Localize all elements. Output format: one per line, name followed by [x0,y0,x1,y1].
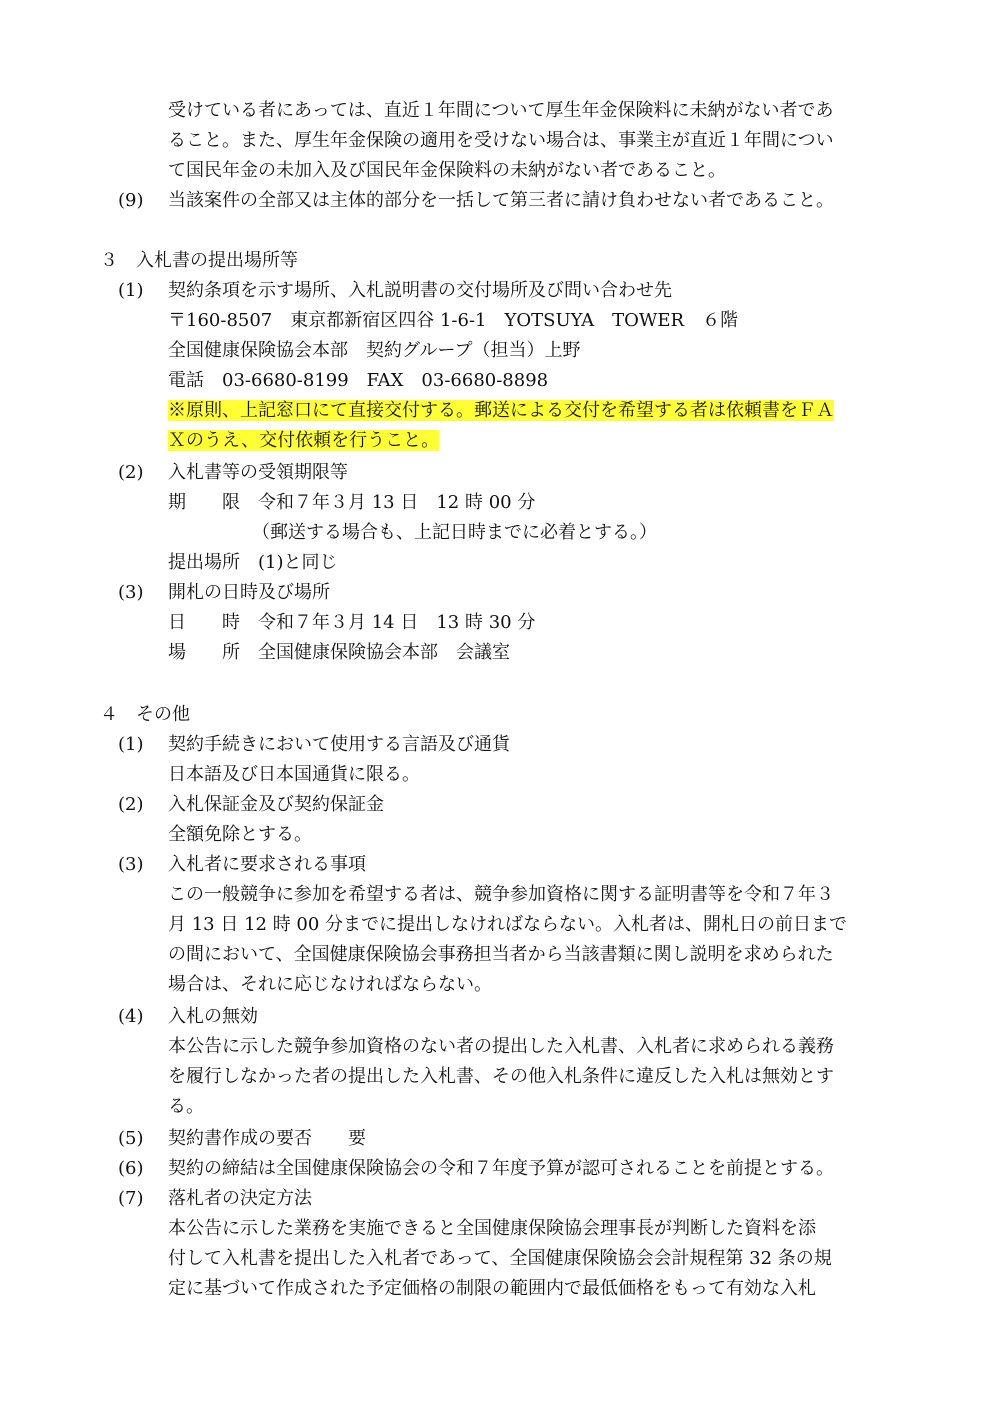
item-title: 落札者の決定方法 [168,1188,312,1209]
address: 〒160-8507 東京都新宿区四谷 1-6-1 YOTSUYA TOWER ６階 [168,310,739,331]
highlighted-note [168,396,834,426]
item-text: 契約書作成の要否 要 [168,1128,366,1149]
item-number: (7) [118,1188,144,1209]
item-number: (5) [118,1128,144,1149]
item-text: 契約の締結は全国健康保険協会の令和７年度予算が認可されることを前提とする。 [168,1158,834,1179]
highlighted-note [168,426,439,456]
item-number: (3) [118,582,144,603]
office: 全国健康保険協会本部 契約グループ（担当）上野 [168,340,581,361]
intro-line: 受けている者にあっては、直近１年間について厚生年金保険料に未納がない者であ [168,100,834,121]
section-heading: ３ 入札書の提出場所等 [100,250,298,271]
item-number: (2) [118,462,144,483]
highlighted-note-line1: ※原則、上記窓口にて直接交付する。郵送による交付を希望する者は依頼書をＦＡ [168,400,834,421]
opening-datetime: 日 時 令和７年３月 14 日 13 時 30 分 [168,612,536,633]
item-title: 入札書等の受領期限等 [168,462,348,483]
item-title: 契約条項を示す場所、入札説明書の交付場所及び問い合わせ先 [168,280,672,301]
highlighted-note-line2: Ｘのうえ、交付依頼を行うこと。 [168,430,440,451]
deadline: 期 限 令和７年３月 13 日 12 時 00 分 [168,492,536,513]
item-title: 入札者に要求される事項 [168,854,366,875]
contact: 電話 03-6680-8199 FAX 03-6680-8898 [168,370,549,391]
item-body-line: る。 [168,1096,204,1117]
item-number: (9) [118,190,144,211]
item-title: 契約手続きにおいて使用する言語及び通貨 [168,734,510,755]
item-body-line: 場合は、それに応じなければならない。 [168,974,492,995]
item-body-line: 定に基づいて作成された予定価格の制限の範囲内で最低価格をもって有効な入札 [168,1278,816,1299]
item-body-line: 月 13 日 12 時 00 分までに提出しなければならない。入札者は、開札日の前日まで [168,914,848,935]
deadline-note: （郵送する場合も、上記日時までに必着とする。） [252,522,657,543]
item-title: 入札保証金及び契約保証金 [168,794,384,815]
submission-place: 提出場所 (1)と同じ [168,552,338,573]
item-text: 当該案件の全部又は主体的部分を一括して第三者に請け負わせない者であること。 [168,190,834,211]
item-number: (1) [118,734,144,755]
item-body: 日本語及び日本国通貨に限る。 [168,764,420,785]
item-number: (4) [118,1006,144,1027]
item-title: 開札の日時及び場所 [168,582,330,603]
item-number: (1) [118,280,144,301]
item-body-line: の間において、全国健康保険協会事務担当者から当該書類に関し説明を求められた [168,944,834,965]
item-body-line: 本公告に示した競争参加資格のない者の提出した入札書、入札者に求められる義務 [168,1036,834,1057]
item-body: 全額免除とする。 [168,824,312,845]
item-number: (6) [118,1158,144,1179]
item-body-line: この一般競争に参加を希望する者は、競争参加資格に関する証明書等を令和７年３ [168,884,834,905]
intro-line: ること。また、厚生年金保険の適用を受けない場合は、事業主が直近１年間につい [168,130,834,151]
item-title: 入札の無効 [168,1006,258,1027]
item-number: (2) [118,794,144,815]
opening-place: 場 所 全国健康保険協会本部 会議室 [168,642,510,663]
item-body-line: 付して入札書を提出した入札者であって、全国健康保険協会会計規程第 32 条の規 [168,1248,832,1269]
section-heading: ４ その他 [100,704,190,725]
item-body-line: を履行しなかった者の提出した入札書、その他入札条件に違反した入札は無効とす [168,1066,834,1087]
item-number: (3) [118,854,144,875]
intro-line: て国民年金の未加入及び国民年金保険料の未納がない者であること。 [168,160,726,181]
item-body-line: 本公告に示した業務を実施できると全国健康保険協会理事長が判断した資料を添 [168,1218,816,1239]
